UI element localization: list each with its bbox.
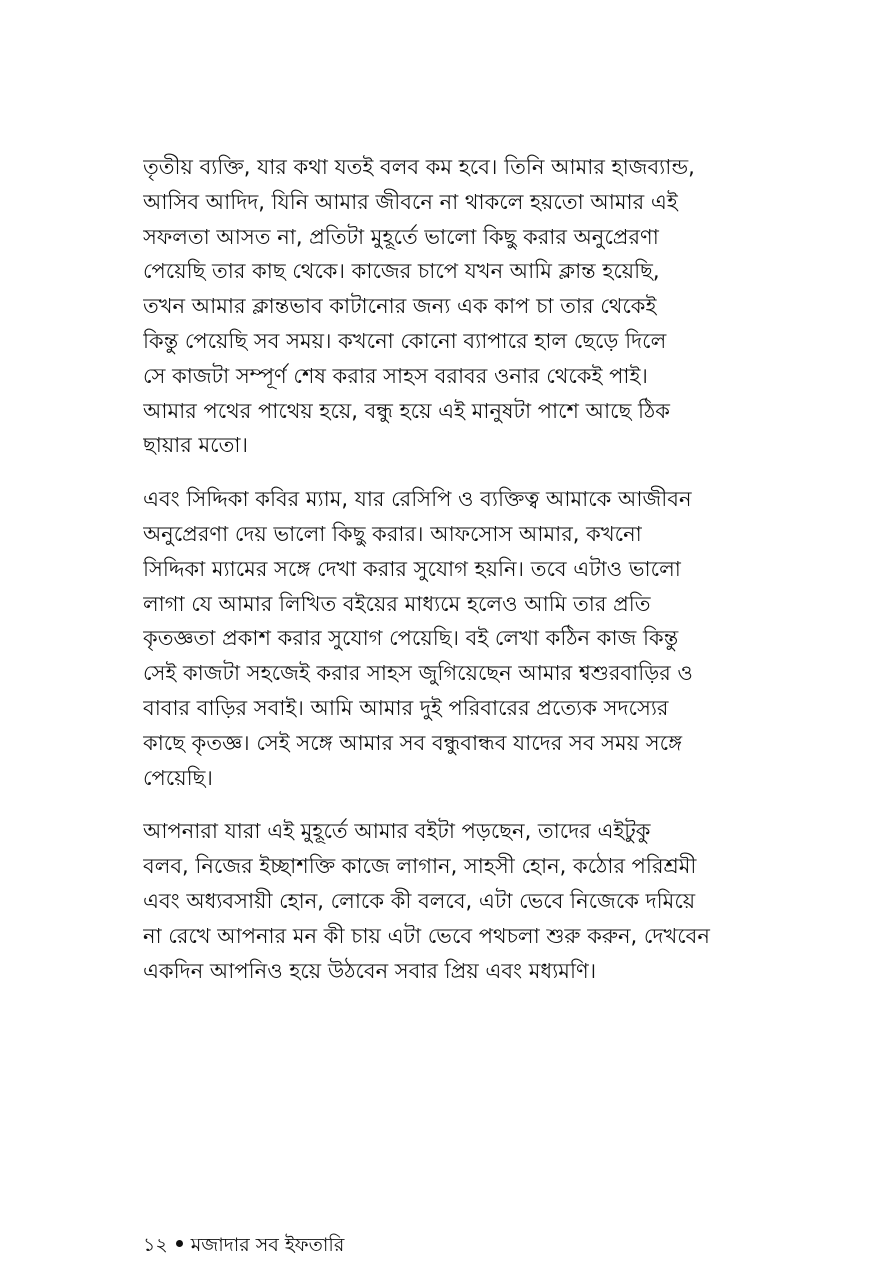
text-line: এবং সিদ্দিকা কবির ম্যাম, যার রেসিপি ও ব্যক্তিত্ব আমাকে আজীবন bbox=[143, 487, 692, 512]
text-line: বলব, নিজের ইচ্ছাশক্তি কাজে লাগান, সাহসী হোন, কঠোর পরিশ্রমী bbox=[143, 854, 697, 879]
text-line: কিন্তু পেয়েছি সব সময়। কখনো কোনো ব্যাপারে হাল ছেড়ে দিলে bbox=[143, 328, 667, 353]
text-line: না রেখে আপনার মন কী চায় এটা ভেবে পথচলা শুরু করুন, দেখবেন bbox=[143, 923, 710, 948]
text-line: আসিব আদিদ, যিনি আমার জীবনে না থাকলে হয়তো আমার এই bbox=[143, 189, 678, 214]
text-line: সফলতা আসত না, প্রতিটা মুহূর্তে ভালো কিছু করার অনুপ্রেরণা bbox=[143, 224, 659, 249]
text-line: তৃতীয় ব্যক্তি, যার কথা যতই বলব কম হবে। তিনি আমার হাজব্যান্ড, bbox=[143, 155, 695, 179]
text-line: সিদ্দিকা ম্যামের সঙ্গে দেখা করার সুযোগ হয়নি। তবে এটাও ভালো bbox=[143, 556, 681, 581]
running-title: মজাদার সব ইফতারি bbox=[190, 1234, 345, 1256]
paragraph-1 bbox=[143, 150, 728, 463]
text-line: আপনারা যারা এই মুহূর্তে আমার বইটা পড়ছেন, তাদের এইটুকু bbox=[143, 819, 651, 844]
text-line: এবং অধ্যবসায়ী হোন, লোকে কী বলবে, এটা ভেবে নিজেকে দমিয়ে bbox=[143, 888, 696, 913]
text-line: পেয়েছি তার কাছ থেকে। কাজের চাপে যখন আমি ক্লান্ত হয়েছি, bbox=[143, 259, 660, 284]
text-line: সে কাজটা সম্পূর্ণ শেষ করার সাহস বরাবর ওনার থেকেই পাই। bbox=[143, 363, 648, 388]
text-line: পেয়েছি। bbox=[143, 765, 213, 790]
paragraph-3 bbox=[143, 814, 728, 988]
paragraph-2 bbox=[143, 482, 728, 795]
text-line: অনুপ্রেরণা দেয় ভালো কিছু করার। আফসোস আমার, কখনো bbox=[143, 521, 642, 546]
text-line: আমার পথের পাথেয় হয়ে, বন্ধু হয়ে এই মানুষটা পাশে আছে ঠিক bbox=[143, 398, 670, 423]
page-number: ১২ bbox=[143, 1234, 168, 1256]
text-line: ছায়ার মতো। bbox=[143, 433, 248, 458]
bullet-icon bbox=[176, 1240, 183, 1247]
body-text bbox=[143, 150, 728, 1007]
text-line: সেই কাজটা সহজেই করার সাহস জুগিয়েছেন আমার শ্বশুরবাড়ির ও bbox=[143, 661, 693, 686]
text-line: লাগা যে আমার লিখিত বইয়ের মাধ্যমে হলেও আমি তার প্রতি bbox=[143, 591, 651, 616]
text-line: বাবার বাড়ির সবাই। আমি আমার দুই পরিবারের প্রত্যেক সদস্যের bbox=[143, 695, 669, 720]
text-line: কাছে কৃতজ্ঞ। সেই সঙ্গে আমার সব বন্ধুবান্ধব যাদের সব সময় সঙ্গে bbox=[143, 730, 682, 755]
page-footer bbox=[143, 1233, 344, 1257]
text-line: একদিন আপনিও হয়ে উঠবেন সবার প্রিয় এবং মধ্যমণি। bbox=[143, 958, 597, 983]
text-line: কৃতজ্ঞতা প্রকাশ করার সুযোগ পেয়েছি। বই লেখা কঠিন কাজ কিন্তু bbox=[143, 626, 679, 651]
text-line: তখন আমার ক্লান্তভাব কাটানোর জন্য এক কাপ চা তার থেকেই bbox=[143, 294, 657, 319]
